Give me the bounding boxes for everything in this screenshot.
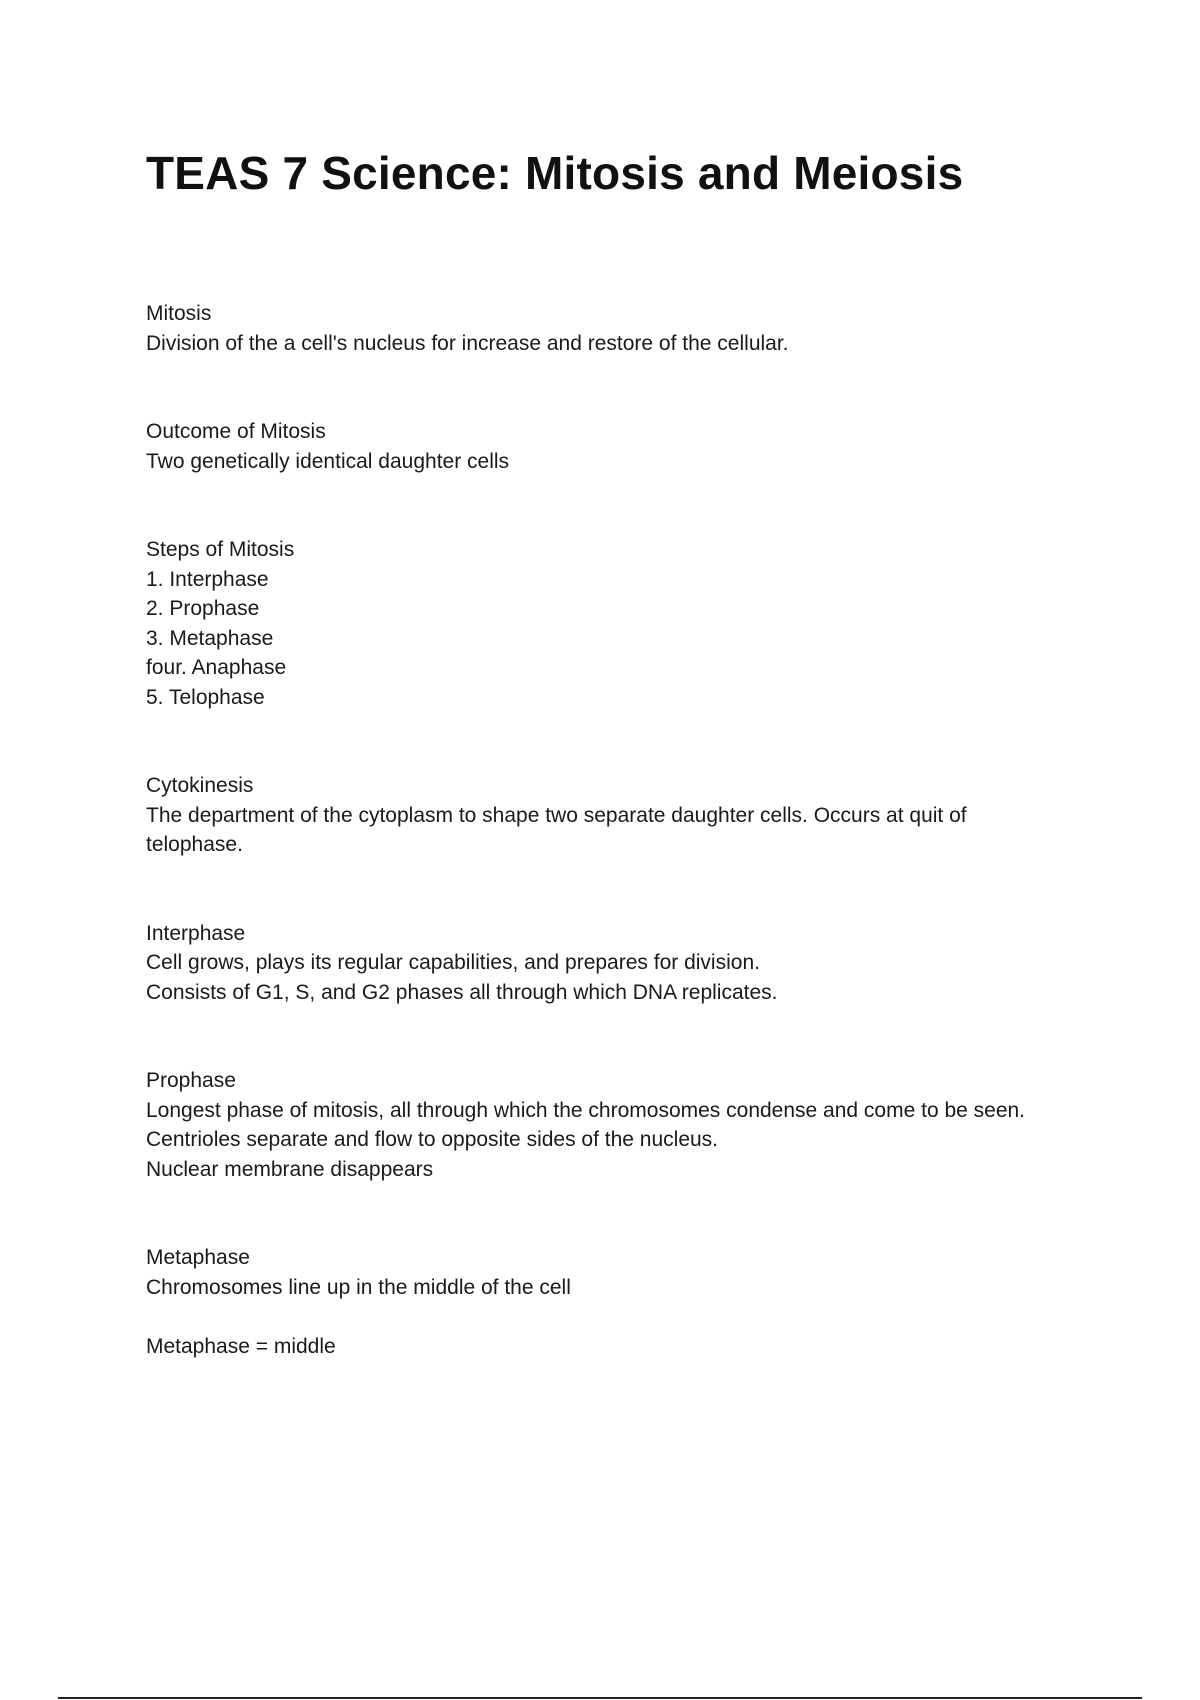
section-heading: Metaphase — [146, 1246, 250, 1269]
section-metaphase — [146, 1243, 1106, 1361]
section-heading: Outcome of Mitosis — [146, 420, 326, 443]
section-text: Consists of G1, S, and G2 phases all through which DNA replicates. — [146, 980, 778, 1004]
section-text: Centrioles separate and flow to opposite sides of the nucleus. — [146, 1128, 719, 1151]
section-outcome-of-mitosis — [146, 417, 1106, 476]
section-steps-of-mitosis — [146, 535, 1106, 712]
list-item: 2. Prophase — [146, 597, 260, 620]
document-body — [146, 299, 1106, 1361]
section-cytokinesis — [146, 771, 1106, 860]
section-text: Nuclear membrane disappears — [146, 1157, 434, 1181]
section-text: Chromosomes line up in the middle of the cell — [146, 1275, 571, 1299]
section-interphase — [146, 919, 1106, 1008]
section-mitosis — [146, 299, 1106, 358]
page-title: TEAS 7 Science: Mitosis and Meiosis — [146, 147, 964, 199]
list-item: four. Anaphase — [146, 656, 287, 679]
section-text: Two genetically identical daughter cells — [146, 449, 510, 473]
section-text: Cell grows, plays its regular capabilities, and prepares for division. — [146, 951, 760, 974]
section-text: Longest phase of mitosis, all through which the chromosomes condense and come to be seen. — [146, 1098, 1026, 1122]
list-item: 1. Interphase — [146, 567, 269, 591]
section-heading: Prophase — [146, 1069, 236, 1092]
section-heading: Cytokinesis — [146, 774, 254, 797]
section-text: The department of the cytoplasm to shape two separate daughter cells. Occurs at quit of telophase. — [146, 803, 967, 856]
section-heading: Mitosis — [146, 302, 212, 325]
mnemonic-note: Metaphase = middle — [146, 1334, 336, 1358]
footer-divider — [58, 1697, 1142, 1699]
list-item: 3. Metaphase — [146, 626, 274, 650]
section-prophase — [146, 1066, 1106, 1184]
section-heading: Steps of Mitosis — [146, 538, 295, 561]
list-item: 5. Telophase — [146, 685, 265, 709]
section-text: Division of the a cell's nucleus for increase and restore of the cellular. — [146, 331, 789, 355]
section-heading: Interphase — [146, 921, 246, 945]
